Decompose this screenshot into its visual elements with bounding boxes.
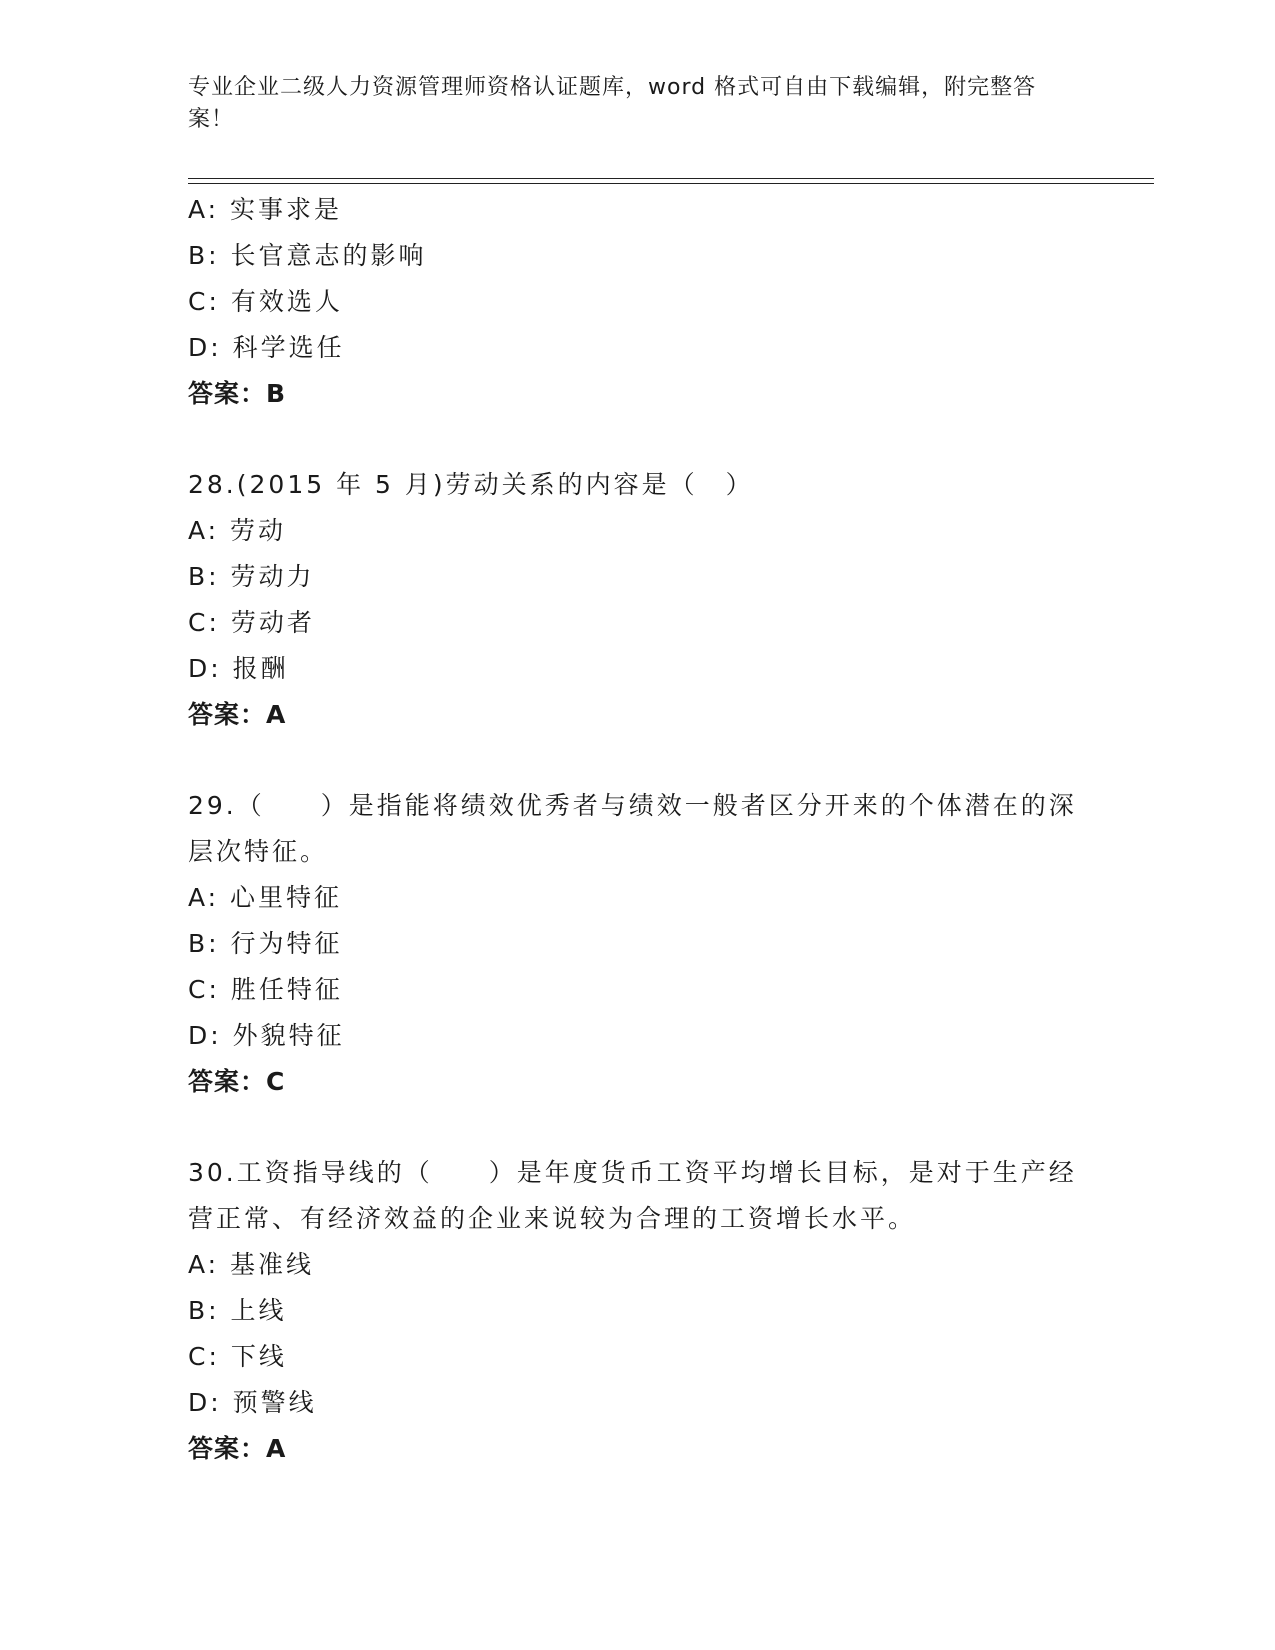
question-30 [188,1150,1088,1472]
option-c: C: 胜任特征 [188,975,343,1004]
question-29 [188,783,1088,1105]
option-b: B: 上线 [188,1296,287,1325]
answer: 答案：B [188,379,287,408]
option-a: A: 劳动 [188,516,287,545]
question-28 [188,462,1088,738]
question-stem: 30.工资指导线的（ ）是年度货币工资平均增长目标，是对于生产经营正常、有经济效益的企业来说较为合理的工资增长水平。 [188,1158,1077,1233]
option-c: C: 下线 [188,1342,287,1371]
option-c: C: 劳动者 [188,608,315,637]
question-27 [188,187,1088,417]
option-a: A: 基准线 [188,1250,315,1279]
header-rule-top [188,178,1154,179]
question-stem: 29.（ ）是指能将绩效优秀者与绩效一般者区分开来的个体潜在的深层次特征。 [188,791,1077,866]
option-a: A: 心里特征 [188,883,343,912]
question-list [188,187,1088,1472]
option-d: D: 预警线 [188,1388,317,1417]
header-rule-bottom [188,183,1154,184]
option-b: B: 行为特征 [188,929,343,958]
option-a: A: 实事求是 [188,195,343,224]
answer: 答案：A [188,700,287,729]
option-d: D: 科学选任 [188,333,345,362]
option-b: B: 劳动力 [188,562,315,591]
answer: 答案：A [188,1434,287,1463]
option-b: B: 长官意志的影响 [188,241,427,270]
option-c: C: 有效选人 [188,287,343,316]
question-stem: 28.(2015 年 5 月)劳动关系的内容是（ ） [188,470,754,499]
document-header: 专业企业二级人力资源管理师资格认证题库，word 格式可自由下载编辑，附完整答案！ [188,75,1037,132]
option-d: D: 报酬 [188,654,289,683]
option-d: D: 外貌特征 [188,1021,345,1050]
answer: 答案：C [188,1067,286,1096]
